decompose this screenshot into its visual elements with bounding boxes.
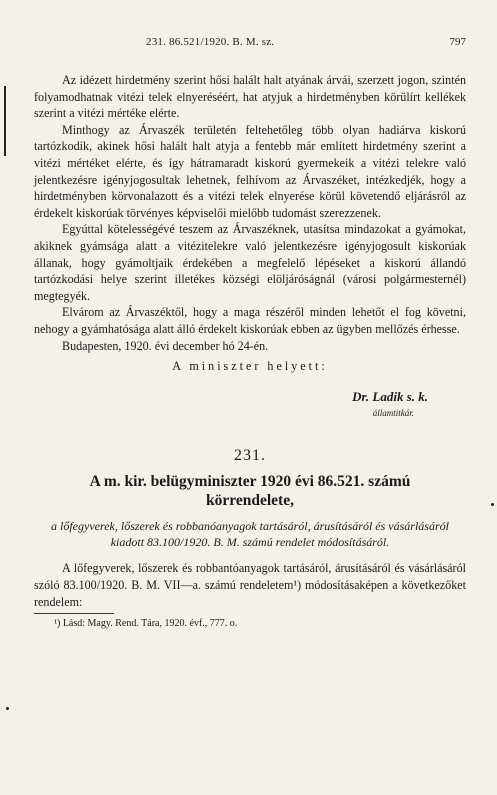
scan-dot bbox=[6, 707, 9, 710]
scan-dot bbox=[491, 503, 494, 506]
page-number: 797 bbox=[449, 36, 466, 48]
signature-title: államtitkár. bbox=[372, 408, 414, 419]
closing-line: A miniszter helyett: bbox=[172, 359, 328, 374]
header-reference: 231. 86.521/1920. B. M. sz. bbox=[146, 36, 275, 48]
paragraph: Egyúttal kötelességévé teszem az Árvaszéknek, utasítsa mindazokat a gyámokat, akiknek gyámsága alatt a vitézitelekre való jelentkezésre igényjogosult kiskorúak állanak, hogy gyámoltjaik érdekében a megfelelő lépéseket a kiskorú állandó tartózkodási helye szerint illetékes községi elöljáróságnál (városi polgármesternél) megtegyék. bbox=[34, 222, 466, 303]
paragraph: Minthogy az Árvaszék területén feltehetőleg több olyan hadiárva kiskorú tartózkodik, akinek hősi halált halt atyja a fentebb már említett hirdetmény szerint a vitézi mértéket elérte, és így hátramaradt kiskorú gyermekeik a vitézi telekre való jelentkezésre igényjogosultak lehetnek, felhívom az Árvaszéket, intézkedjék, hogy a hirdetményben körvonalazott és a vitézi telek elnyerése körül követendő eljárásról az érdekelt kiskorúak törvényes képviselői mielőbb tudomást szerezzenek. bbox=[34, 122, 466, 220]
paragraph: Elvárom az Árvaszéktől, hogy a maga részéről minden lehetőt el fog követni, nehogy a gyámhatósága alatt álló érdekelt kiskorúak ebben az ügyben mellőzés érhesse. bbox=[34, 305, 466, 336]
body-text bbox=[34, 72, 466, 633]
footnote-divider bbox=[34, 613, 114, 614]
signature-block bbox=[34, 389, 428, 422]
paragraph: Budapesten, 1920. évi december hó 24-én. bbox=[62, 338, 269, 353]
section-title-line: A m. kir. belügyminiszter 1920 évi 86.521. számú bbox=[89, 473, 411, 491]
running-header bbox=[34, 36, 466, 54]
section-subtitle: a lőfegyverek, lőszerek és robbanóanyagok tartásáról, árusításáról és vásárlásáról kiadott 83.100/1920. B. M. számú rendelet módosításáról. bbox=[51, 519, 449, 550]
paragraph: Az idézett hirdetmény szerint hősi halált halt atyának árvái, szerzett jogon, szintén folyamodhatnak vitézi telek elnyeréséért, hat atyjuk a hirdetményben körülírt kellékek szerint a vitézi mértéke elérte. bbox=[34, 73, 466, 121]
scan-edge-mark bbox=[4, 86, 6, 156]
section-title bbox=[34, 472, 466, 510]
section-title-line: körrendelete, bbox=[206, 492, 294, 510]
paragraph: A lőfegyverek, lőszerek és robbantóanyagok tartásáról, árusításáról és vásárlásáról szóló 83.100/1920. B. M. VII—a. számú rendeletem¹) módosításaképen a következőket rendelem: bbox=[34, 561, 466, 609]
section-number: 231. bbox=[234, 446, 266, 464]
footnote: ¹) Lásd: Magy. Rend. Tára, 1920. évf., 777. o. bbox=[54, 618, 238, 630]
document-page bbox=[34, 36, 466, 633]
signature-name: Dr. Ladik s. k. bbox=[352, 388, 428, 404]
